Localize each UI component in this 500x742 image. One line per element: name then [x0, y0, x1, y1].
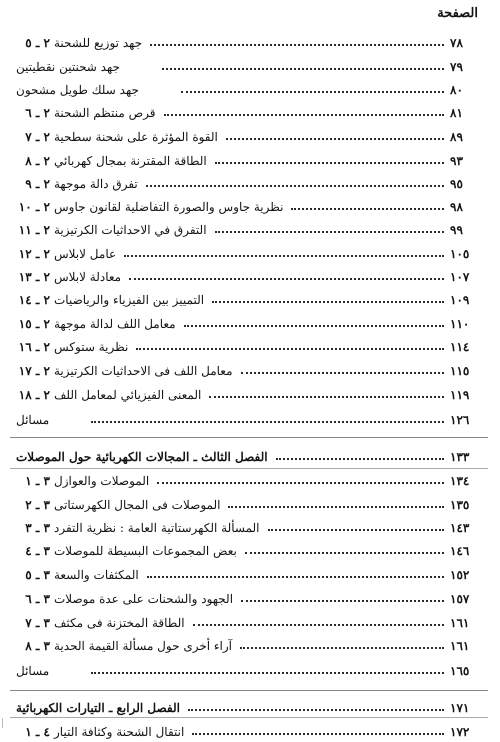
section-number: ٢ ـ ٦: [25, 106, 50, 120]
section-number: ٤ ـ ١: [25, 725, 50, 739]
page-number: ١٠٥: [450, 247, 470, 261]
page-number: ١٧١: [450, 701, 470, 715]
page-number: ١٦١: [450, 639, 470, 653]
section-title: جهد توزيع للشحنة: [54, 36, 143, 50]
toc-row: [12, 613, 484, 633]
section-number: ٢ ـ ١٥: [18, 317, 50, 331]
section-number: ٣ ـ ٥: [25, 568, 50, 582]
section-number: ٣ ـ ٨: [25, 639, 50, 653]
section-title: الطاقة المقترنة بمجال كهربائي: [54, 154, 207, 168]
page-number: ١٤٣: [450, 521, 470, 535]
section-title: جهد شحنتين نقطيتين: [16, 60, 120, 74]
page-number: ١٦١: [450, 616, 470, 630]
section-number: ٣ ـ ١: [25, 474, 50, 488]
page-number: ٧٩: [450, 60, 463, 74]
dot-leader: [245, 552, 444, 554]
section-title: عامل لابلاس: [54, 247, 117, 261]
dot-leader: [212, 301, 444, 303]
dot-leader: [228, 506, 444, 508]
section-number: ٢ ـ ١١: [18, 223, 50, 237]
toc-row: [12, 410, 484, 430]
dot-leader: [150, 44, 444, 46]
toc-row: [12, 495, 484, 515]
section-number: ٣ ـ ٣: [25, 521, 50, 535]
dot-leader: [184, 325, 444, 327]
dot-leader: [291, 208, 444, 210]
section-title: مسائل: [16, 413, 50, 427]
section-number: ٢ ـ ٧: [25, 130, 50, 144]
page-number: ١٥٧: [450, 592, 470, 606]
section-number: ٢ ـ ١٢: [18, 247, 50, 261]
toc-row: [12, 518, 484, 538]
section-title: نظرية جاوس والصورة التفاضلية لقانون جاوس: [54, 200, 284, 214]
toc-row: [12, 565, 484, 585]
page-number: ١٦٥: [450, 664, 470, 678]
section-divider: [10, 437, 488, 438]
page-number: ١١٩: [450, 388, 470, 402]
dot-leader: [91, 421, 444, 423]
toc-row: [12, 722, 484, 742]
dot-leader: [240, 647, 444, 649]
page-number: ٩٣: [450, 154, 463, 168]
section-title: نظرية ستوكس: [54, 340, 129, 354]
page-number: ٨١: [450, 106, 463, 120]
toc-row: [12, 661, 484, 681]
section-title: انتقال الشحنة وكثافة التيار: [54, 725, 185, 739]
section-number: ٣ ـ ٦: [25, 592, 50, 606]
page-number: ١١٥: [450, 364, 470, 378]
page-number: ١٣٣: [450, 450, 470, 464]
section-title: المسألة الكهرستاتية العامة : نظرية التفرد: [54, 521, 260, 535]
margin-mark: [2, 718, 9, 728]
section-number: ٢ ـ ٨: [25, 154, 50, 168]
section-title: المكثفات والسعة: [54, 568, 139, 582]
dot-leader: [157, 482, 444, 484]
toc-row: [12, 589, 484, 609]
section-title: الفصل الثالث ـ المجالات الكهربائية حول الموصلات: [16, 450, 268, 464]
toc-row: [12, 244, 484, 264]
toc-row: [12, 361, 484, 381]
section-number: ٢ ـ ١٣: [18, 270, 50, 284]
section-title: الجهود والشحنات على عدة موصلات: [54, 592, 234, 606]
dot-leader: [91, 672, 444, 674]
toc-row: [12, 33, 484, 53]
section-divider: [10, 690, 488, 691]
page-number: ١٥٢: [450, 568, 470, 582]
section-title: بعض المجموعات البسيطة للموصلات: [54, 544, 237, 558]
section-number: ٢ ـ ٩: [25, 177, 50, 191]
section-title: قرص منتظم الشحنة: [54, 106, 156, 120]
dot-leader: [193, 624, 444, 626]
toc-row: [12, 267, 484, 287]
page-number: ١٧٢: [450, 725, 470, 739]
section-title: الفصل الرابع ـ التيارات الكهربائية: [16, 701, 180, 715]
toc-row: [12, 636, 484, 656]
section-title: جهد سلك طويل مشحون: [16, 83, 139, 97]
page-number: ١٣٤: [450, 474, 470, 488]
page-number: ١٤٦: [450, 544, 470, 558]
section-title: معامل اللف لدالة موجهة: [54, 317, 176, 331]
dot-leader: [164, 114, 445, 116]
section-number: ٣ ـ ٤: [25, 544, 50, 558]
toc-row: [12, 103, 484, 123]
page-number: ٩٥: [450, 177, 463, 191]
dot-leader: [268, 529, 444, 531]
section-title: المعنى الفيزيائي لمعامل اللف: [54, 388, 202, 402]
toc-row: [12, 174, 484, 194]
page-number: ٨٩: [450, 130, 463, 144]
section-number: ٢ ـ ١٧: [18, 364, 50, 378]
toc-row: [12, 80, 484, 100]
toc-row: [12, 220, 484, 240]
section-title: الموصلات والعوازل: [54, 474, 150, 488]
page-number: ١١٤: [450, 340, 470, 354]
section-title: مسائل: [16, 664, 50, 678]
section-title: معادلة لابلاس: [54, 270, 122, 284]
dot-leader: [162, 68, 444, 70]
toc-row: [12, 385, 484, 405]
dot-leader: [136, 348, 444, 350]
page-number: ٨٠: [450, 83, 463, 97]
section-number: ٢ ـ ٥: [25, 36, 50, 50]
page-number: ٧٨: [450, 36, 463, 50]
section-number: ٢ ـ ١٨: [18, 388, 50, 402]
page-number: ١٠٧: [450, 270, 470, 284]
dot-leader: [147, 576, 444, 578]
section-title: معامل اللف فى الاحداثيات الكرتيزية: [54, 364, 233, 378]
toc-row: [12, 471, 484, 491]
page-number: ٩٩: [450, 223, 463, 237]
dot-leader: [241, 600, 444, 602]
dot-leader: [215, 162, 444, 164]
dot-leader: [124, 255, 444, 257]
page-number: ٩٨: [450, 200, 463, 214]
page-number: ١٣٥: [450, 498, 470, 512]
page-number: ١٢٦: [450, 413, 470, 427]
section-title: الموصلات فى المجال الكهرستاتى: [54, 498, 221, 512]
dot-leader: [276, 458, 444, 460]
section-number: ٢ ـ ١٤: [18, 293, 50, 307]
section-number: ٢ ـ ١٦: [18, 340, 50, 354]
section-title: التفرق في الاحداثيات الكرتيزية: [54, 223, 207, 237]
toc-row: [12, 57, 484, 77]
dot-leader: [181, 91, 444, 93]
heading-underline: [10, 468, 488, 469]
dot-leader: [241, 372, 444, 374]
dot-leader: [188, 709, 444, 711]
section-number: ٣ ـ ٧: [25, 616, 50, 630]
toc-row: [12, 314, 484, 334]
page-number: ١١٠: [450, 317, 470, 331]
heading-underline: [10, 717, 488, 718]
chapter-heading-row: [12, 447, 484, 467]
dot-leader: [209, 396, 444, 398]
section-title: آراء أخرى حول مسألة القيمة الحدية: [54, 639, 233, 653]
section-title: التمييز بين الفيزياء والرياضيات: [54, 293, 205, 307]
dot-leader: [226, 138, 444, 140]
section-number: ٣ ـ ٢: [25, 498, 50, 512]
section-title: الطاقة المختزنة فى مكثف: [54, 616, 185, 630]
toc-row: [12, 290, 484, 310]
dot-leader: [192, 733, 444, 735]
toc-row: [12, 151, 484, 171]
chapter-heading-row: [12, 698, 484, 718]
dot-leader: [146, 185, 444, 187]
toc-row: [12, 337, 484, 357]
dot-leader: [215, 231, 444, 233]
section-title: القوة المؤثرة على شحنة سطحية: [54, 130, 218, 144]
page-column-header: الصفحة: [437, 6, 478, 21]
dot-leader: [129, 278, 444, 280]
section-title: تفرق دالة موجهة: [54, 177, 138, 191]
toc-row: [12, 127, 484, 147]
toc-row: [12, 197, 484, 217]
toc-row: [12, 541, 484, 561]
page-number: ١٠٩: [450, 293, 470, 307]
section-number: ٢ ـ ١٠: [18, 200, 50, 214]
